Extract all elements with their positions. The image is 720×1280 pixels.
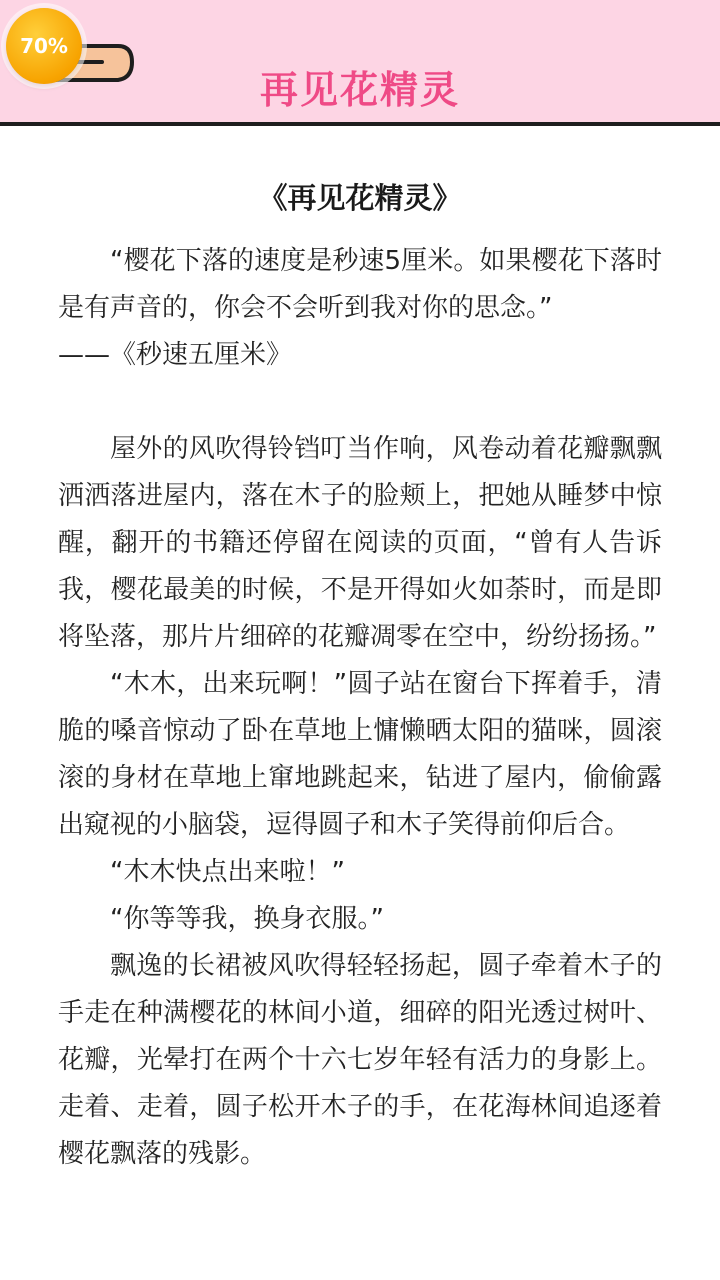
article-title: 《再见花精灵》 (258, 181, 462, 215)
story-paragraph: 飘逸的长裙被风吹得轻轻扬起，圆子牵着木子的手走在种满樱花的林间小道，细碎的阳光透过树叶、花瓣，光晕打在两个十六七岁年轻有活力的身影上。走着、走着，圆子松开木子的手，在花海林间追逐着樱花飘落的残影。 (58, 951, 662, 1169)
app-header (0, 0, 720, 126)
story-paragraph: “木木，出来玩啊！”圆子站在窗台下挥着手，清脆的嗓音惊动了卧在草地上慵懒晒太阳的猫咪，圆滚滚的身材在草地上窜地跳起来，钻进了屋内，偷偷露出窥视的小脑袋，逗得圆子和木子笑得前仰后合。 (58, 669, 662, 840)
article-content (58, 126, 662, 1178)
quote-paragraph: “樱花下落的速度是秒速5厘米。如果樱花下落时是有声音的，你会不会听到我对你的思念。” (58, 246, 662, 323)
story-paragraph: 屋外的风吹得铃铛叮当作响，风卷动着花瓣飘飘洒洒落进屋内，落在木子的脸颊上，把她从睡梦中惊醒，翻开的书籍还停留在阅读的页面，“曾有人告诉我，樱花最美的时候，不是开得如火如荼时，而是即将坠落，那片片细碎的花瓣凋零在空中，纷纷扬扬。” (58, 434, 662, 652)
paragraph-spacer (58, 379, 662, 426)
story-paragraph: “木木快点出来啦！” (110, 857, 345, 887)
quote-source: ——《秒速五厘米》 (58, 340, 293, 370)
reading-progress-badge: 70% (6, 8, 82, 84)
story-paragraph: “你等等我，换身衣服。” (110, 904, 384, 934)
page-title: 再见花精灵 (259, 68, 460, 112)
